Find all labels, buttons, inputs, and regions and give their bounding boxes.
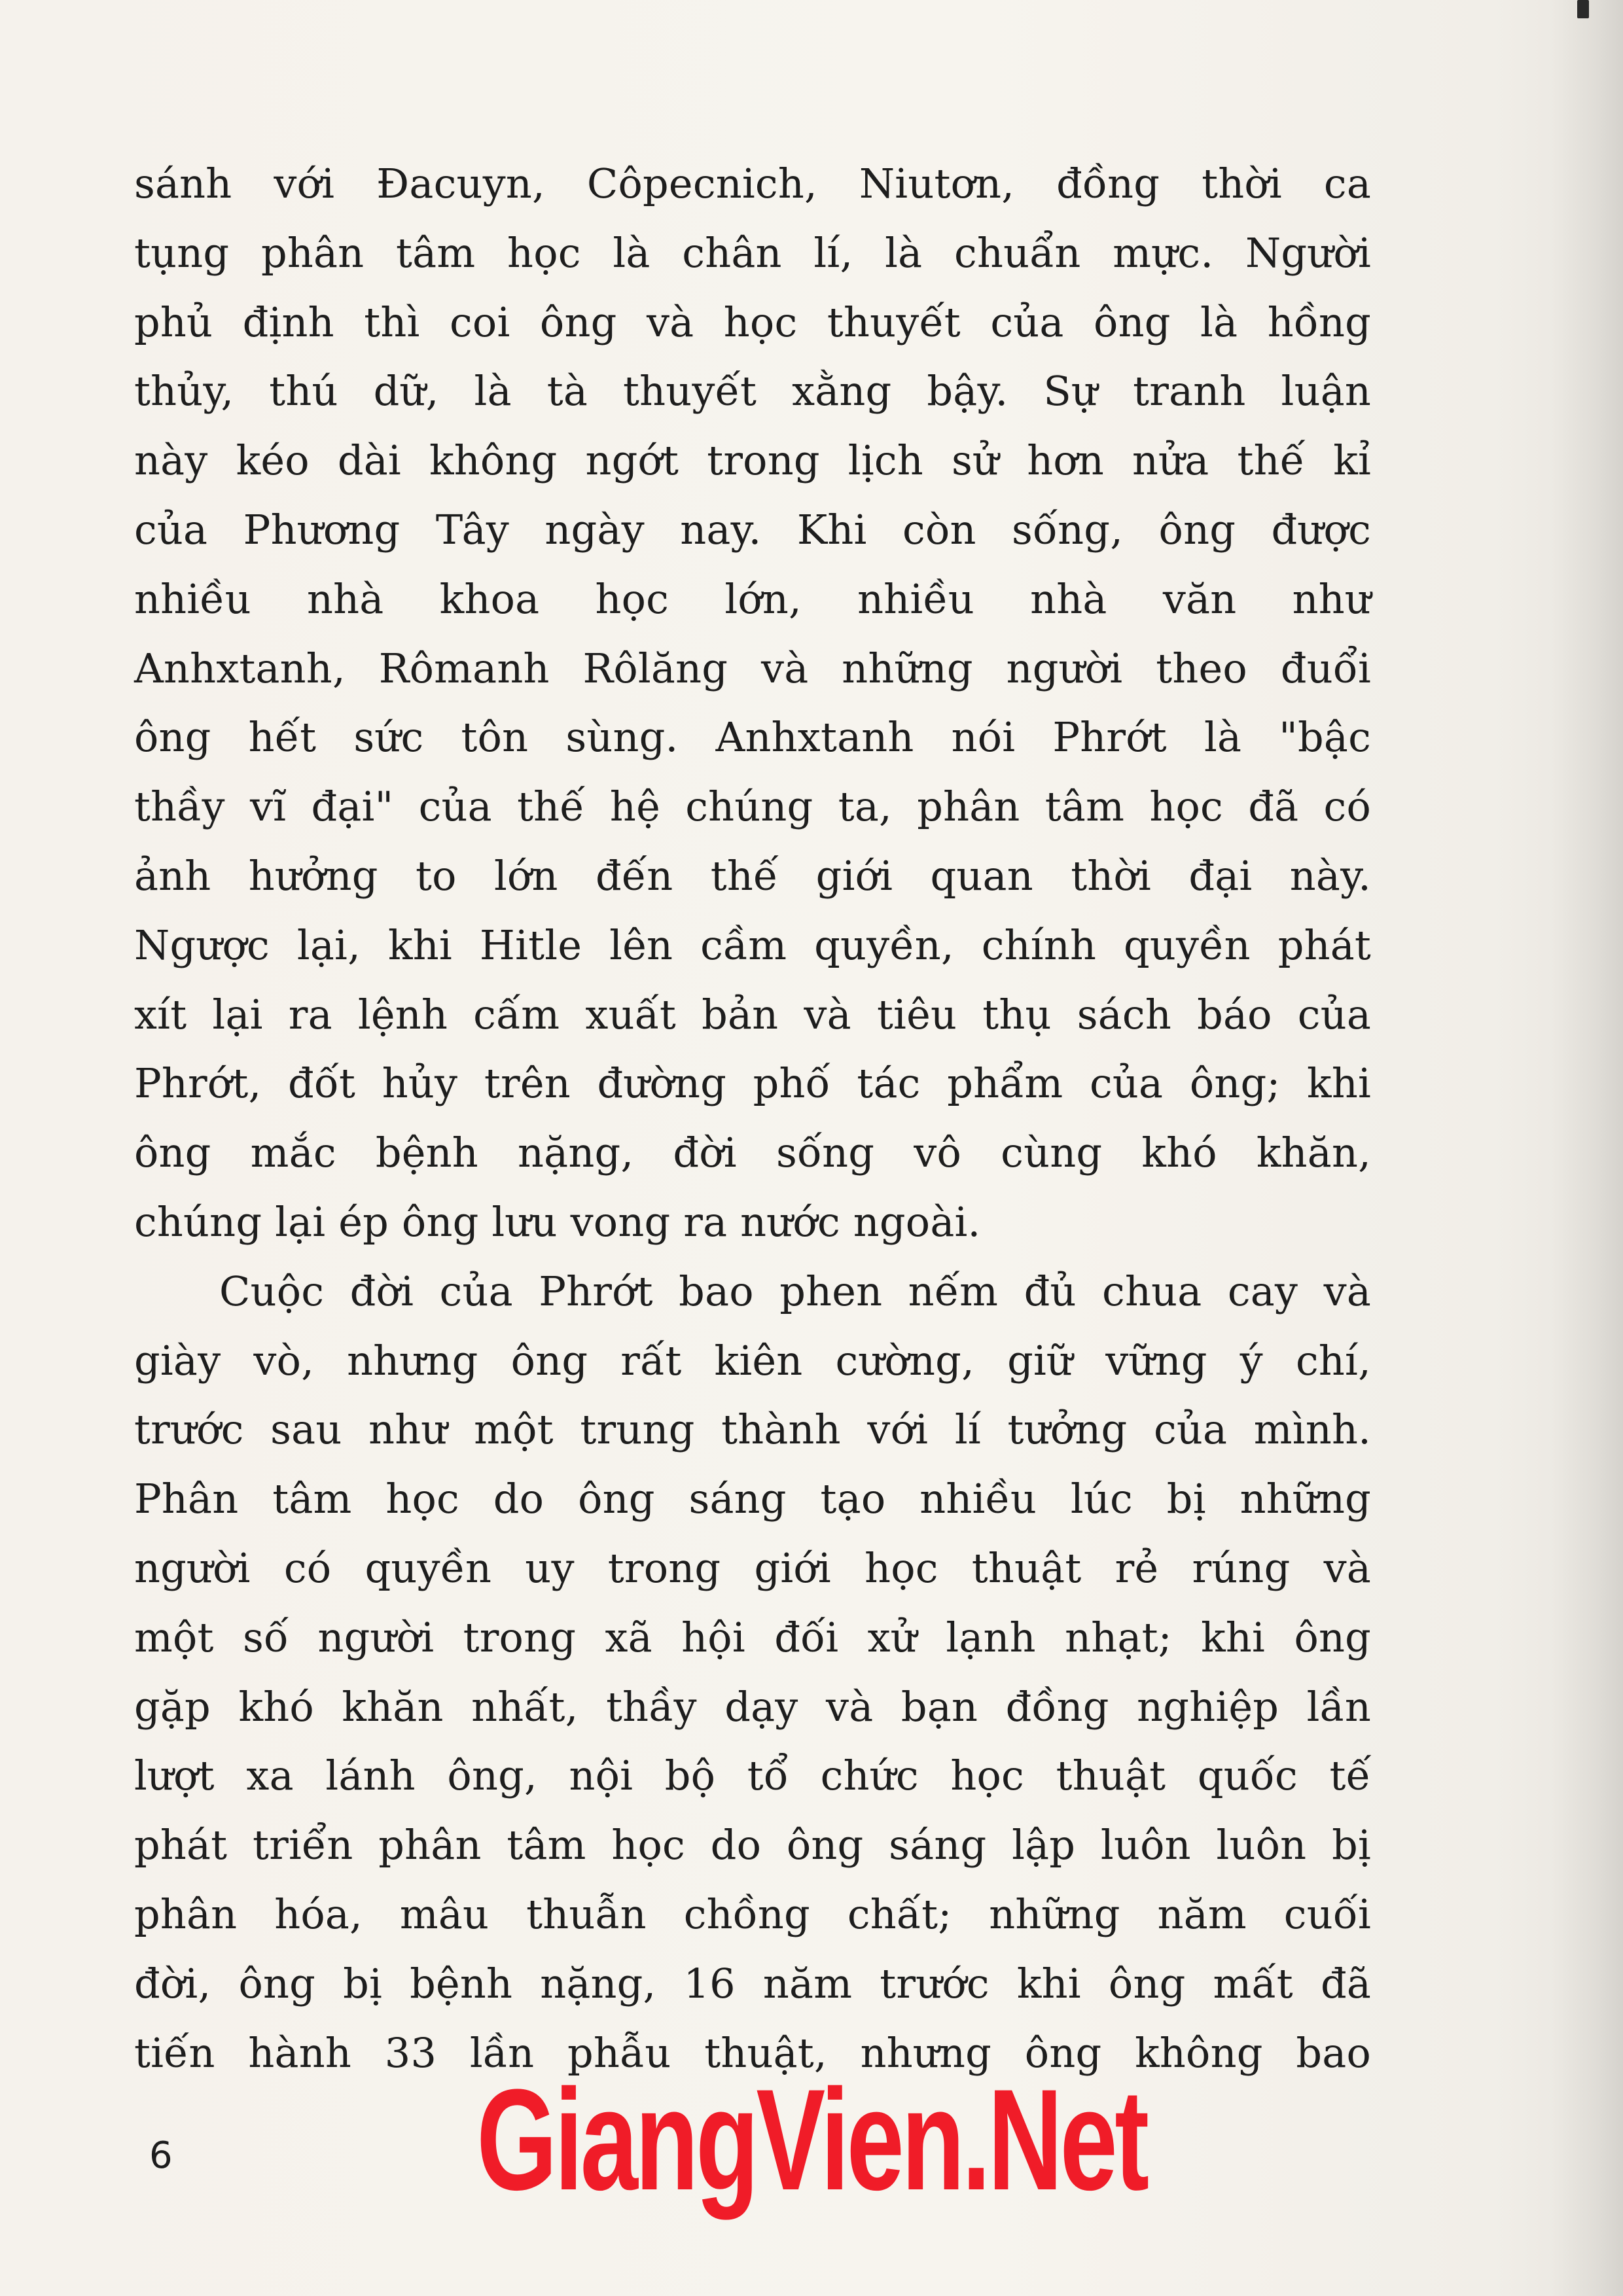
watermark-logo: GiangVien.Net: [476, 2059, 1147, 2220]
page-edge-shadow: [1551, 0, 1623, 2296]
text-line: phát triển phân tâm học do ông sáng lập luôn luôn bị: [134, 1821, 1371, 1869]
text-line: gặp khó khăn nhất, thầy dạy và bạn đồng nghiệp lần: [134, 1682, 1371, 1731]
text-line: này kéo dài không ngớt trong lịch sử hơn nửa thế kỉ: [134, 436, 1371, 485]
text-line: người có quyền uy trong giới học thuật rẻ rúng và: [134, 1544, 1371, 1592]
text-line: ông mắc bệnh nặng, đời sống vô cùng khó khăn,: [134, 1129, 1371, 1177]
text-line: Phrớt, đốt hủy trên đường phố tác phẩm của ông; khi: [134, 1059, 1371, 1108]
text-line: phân hóa, mâu thuẫn chồng chất; những năm cuối: [134, 1890, 1371, 1938]
text-line: tụng phân tâm học là chân lí, là chuẩn mực. Người: [134, 228, 1371, 277]
text-line: ông hết sức tôn sùng. Anhxtanh nói Phrớt là "bậc: [134, 713, 1371, 762]
page-number: 6: [149, 2134, 173, 2177]
text-line: Ngược lại, khi Hitle lên cầm quyền, chính quyền phát: [134, 921, 1371, 969]
text-line: thủy, thú dữ, là tà thuyết xằng bậy. Sự tranh luận: [134, 367, 1371, 415]
text-line: đời, ông bị bệnh nặng, 16 năm trước khi ông mất đã: [134, 1959, 1371, 2007]
corner-scan-mark: [1577, 0, 1589, 18]
text-line: một số người trong xã hội đối xử lạnh nhạt; khi ông: [134, 1613, 1371, 1661]
text-line: sánh với Đacuyn, Côpecnich, Niutơn, đồng thời ca: [134, 160, 1371, 207]
text-line: Phân tâm học do ông sáng tạo nhiều lúc bị những: [134, 1475, 1371, 1523]
text-line: phủ định thì coi ông và học thuyết của ông là hồng: [134, 298, 1371, 346]
text-line: tiến hành 33 lần phẫu thuật, nhưng ông không bao: [134, 2028, 1371, 2077]
text-line: xít lại ra lệnh cấm xuất bản và tiêu thụ sách báo của: [134, 990, 1371, 1038]
text-line: nhiều nhà khoa học lớn, nhiều nhà văn như: [134, 574, 1371, 623]
text-line: của Phương Tây ngày nay. Khi còn sống, ông được: [134, 505, 1371, 554]
text-line: giày vò, nhưng ông rất kiên cường, giữ vững ý chí,: [134, 1336, 1371, 1385]
text-line: Cuộc đời của Phrớt bao phen nếm đủ chua cay và: [219, 1267, 1371, 1315]
text-line: thầy vĩ đại" của thế hệ chúng ta, phân tâm học đã có: [134, 783, 1371, 831]
text-line: Anhxtanh, Rômanh Rôlăng và những người theo đuổi: [134, 644, 1371, 692]
body-text: [134, 149, 1371, 2087]
text-line: trước sau như một trung thành với lí tưởng của mình.: [134, 1405, 1371, 1454]
text-line: ảnh hưởng to lớn đến thế giới quan thời đại này.: [134, 851, 1371, 900]
text-line: lượt xa lánh ông, nội bộ tổ chức học thuật quốc tế: [134, 1752, 1371, 1800]
text-line: chúng lại ép ông lưu vong ra nước ngoài.: [134, 1197, 981, 1246]
